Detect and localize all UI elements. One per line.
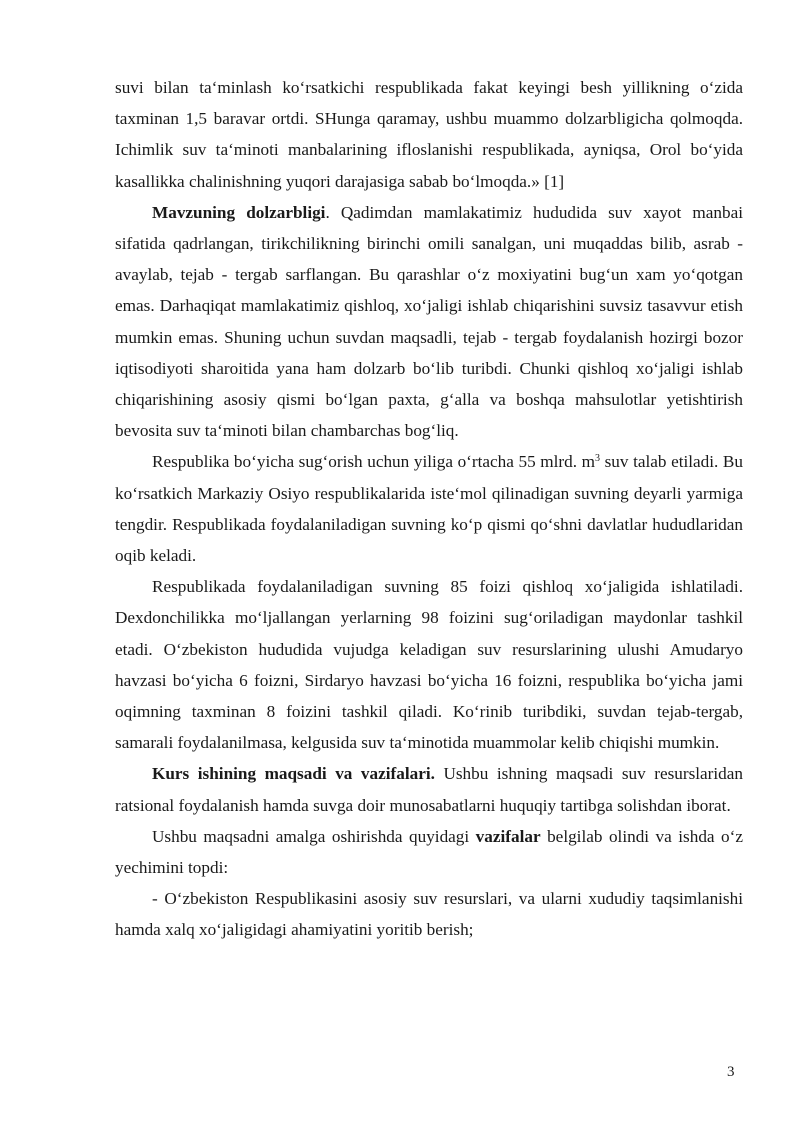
irrigation-text-start: Respublika bo‘yicha sug‘orish uchun yiliga o‘rtacha 55 mlrd. m [152, 452, 595, 472]
page-number: 3 [727, 1064, 735, 1080]
goals-heading: Kurs ishining maqsadi va vazifalari. [152, 764, 435, 784]
tasks-keyword: vazifalar [475, 826, 541, 846]
relevance-text: . Qadimdan mamlakatimiz hududida suv xayot manbai sifatida qadrlangan, tirikchilikning birinchi omili sanalgan, uni muqaddas bilib, asrab - avaylab, tejab - tergab sarflangan. Bu qarashlar o‘z moxiyatini bug‘un xam yo‘qotgan emas. Darhaqiqat mamlakatimiz qishloq, xo‘jaligi ishlab chiqarishini suvsiz tasavvur etish mumkin emas. Shuning uchun suvdan maqsadli, tejab - tergab foydalanish hozirgi bozor iqtisodiyoti sharoitida yana ham dolzarb bo‘lib turibdi. Chunki qishloq xo‘jaligi ishlab chiqarishining asosiy qismi bo‘lgan paxta, g‘alla va boshqa mahsulotlar yetishtirish bevosita suv ta‘minoti bilan chambarchas bog‘liq. [115, 202, 744, 441]
paragraph-tasks [115, 821, 743, 883]
tasks-text-start: Ushbu maqsadni amalga oshirishda quyidagi [152, 826, 476, 846]
cubic-superscript: 3 [595, 453, 600, 465]
paragraph-relevance [115, 197, 743, 447]
goals-text: Ushbu ishning maqsadi suv resurslaridan ratsional foydalanish hamda suvga doir munosabatlarni huquqiy tartibga solishdan iborat. [115, 764, 743, 815]
task-list-item: - O‘zbekiston Respublikasini asosiy suv resurslari, va ularni xududiy taqsimlanishi hamda xalq xo‘jaligidagi ahamiyatini yoritib berish; [115, 889, 743, 940]
paragraph-goals [115, 758, 743, 820]
relevance-heading: Mavzuning dolzarbligi [152, 202, 326, 222]
paragraph-irrigation [115, 446, 743, 571]
tasks-text-end: belgilab olindi va ishda o‘z yechimini topdi: [115, 826, 743, 878]
paragraph-agriculture-usage: Respublikada foydalaniladigan suvning 85 foizi qishloq xo‘jaligida ishlatiladi. Dexdonchilikka mo‘ljallangan yerlarning 98 foizini sug‘oriladigan maydonlar tashkil etadi. O‘zbekiston hududida vujudga keladigan suv resurslarining ulushi Amudaryo havzasi bo‘yicha 6 foizni, Sirdaryo havzasi bo‘yicha 16 foizni, respublika bo‘yicha jami oqimning taxminan 8 foizini tashkil qiladi. Ko‘rinib turibdiki, suvdan tejab-tergab, samarali foydalanilmasa, kelgusida suv ta‘minotida muammolar kelib chiqishi mumkin. [115, 577, 743, 753]
body-text [115, 72, 743, 946]
paragraph-water-supply: suvi bilan ta‘minlash ko‘rsatkichi respublikada fakat keyingi besh yillikning o‘zida taxminan 1,5 baravar ortdi. SHunga qaramay, ushbu muammo dolzarbligicha qolmoqda. Ichimlik suv ta‘minoti manbalarining ifloslanishi respublikada, ayniqsa, Orol bo‘yida kasallikka chalinishning yuqori darajasiga sabab bo‘lmoqda.» [1] [115, 78, 743, 191]
irrigation-text-end: suv talab etiladi. Bu ko‘rsatkich Markaziy Osiyo respublikalarida iste‘mol qilinadigan suvning deyarli yarmiga tengdir. Respublikada foydalaniladigan suvning ko‘p qismi qo‘shni davlatlar hududlaridan oqib keladi. [115, 452, 743, 566]
